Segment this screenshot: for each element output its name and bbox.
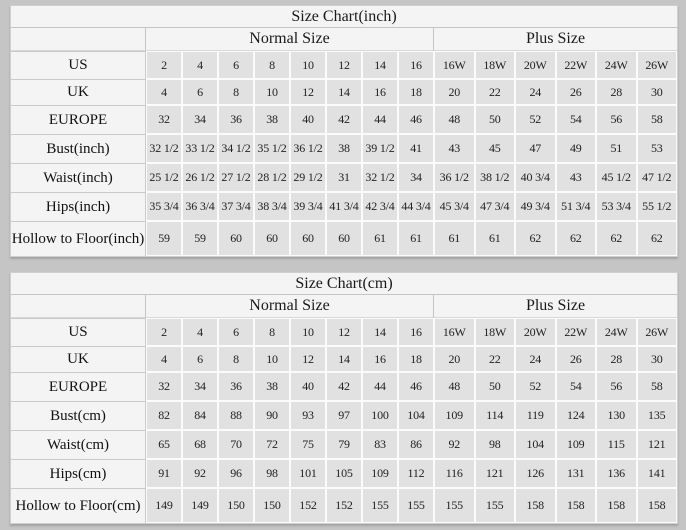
size-value-cell: 38 xyxy=(254,105,290,134)
size-value-cell: 30 xyxy=(637,346,678,372)
size-value-cell: 8 xyxy=(254,318,290,346)
size-chart-cm-table xyxy=(10,272,678,524)
size-value-cell: 36 3/4 xyxy=(182,192,218,221)
size-value-cell: 36 xyxy=(218,105,254,134)
row-label: Waist(inch) xyxy=(11,163,146,192)
size-value-cell: 24 xyxy=(515,346,556,372)
size-value-cell: 38 1/2 xyxy=(475,163,516,192)
size-value-cell: 16 xyxy=(362,79,398,105)
size-value-cell: 20W xyxy=(515,318,556,346)
group-header-plus-size: Plus Size xyxy=(434,28,677,51)
size-chart-inch-table xyxy=(10,5,678,257)
size-value-cell: 104 xyxy=(398,401,434,430)
size-value-cell: 52 xyxy=(515,105,556,134)
size-value-cell: 60 xyxy=(254,221,290,256)
size-value-cell: 131 xyxy=(556,459,597,488)
size-value-cell: 42 xyxy=(326,105,362,134)
size-value-cell: 150 xyxy=(254,488,290,523)
size-value-cell: 10 xyxy=(254,79,290,105)
size-value-cell: 37 3/4 xyxy=(218,192,254,221)
size-value-cell: 97 xyxy=(326,401,362,430)
size-value-cell: 40 xyxy=(290,372,326,401)
size-value-cell: 18 xyxy=(398,79,434,105)
size-value-cell: 36 1/2 xyxy=(434,163,475,192)
size-value-cell: 109 xyxy=(556,430,597,459)
size-value-cell: 82 xyxy=(146,401,182,430)
row-label: Bust(inch) xyxy=(11,134,146,163)
size-value-cell: 16 xyxy=(398,318,434,346)
size-value-cell: 2 xyxy=(146,51,182,79)
size-value-cell: 38 3/4 xyxy=(254,192,290,221)
size-value-cell: 155 xyxy=(434,488,475,523)
size-value-cell: 12 xyxy=(290,79,326,105)
size-value-cell: 62 xyxy=(596,221,637,256)
size-value-cell: 91 xyxy=(146,459,182,488)
size-value-cell: 54 xyxy=(556,105,597,134)
size-value-cell: 109 xyxy=(434,401,475,430)
group-header-plus-size: Plus Size xyxy=(434,295,677,318)
size-value-cell: 43 xyxy=(556,163,597,192)
size-value-cell: 20W xyxy=(515,51,556,79)
size-value-cell: 155 xyxy=(475,488,516,523)
size-value-cell: 79 xyxy=(326,430,362,459)
size-value-cell: 32 1/2 xyxy=(362,163,398,192)
size-value-cell: 34 xyxy=(398,163,434,192)
row-label: Bust(cm) xyxy=(11,401,146,430)
size-value-cell: 16W xyxy=(434,51,475,79)
size-value-cell: 44 xyxy=(362,372,398,401)
row-label: Waist(cm) xyxy=(11,430,146,459)
size-value-cell: 4 xyxy=(146,346,182,372)
size-value-cell: 149 xyxy=(146,488,182,523)
row-label: US xyxy=(11,51,146,79)
size-value-cell: 52 xyxy=(515,372,556,401)
size-value-cell: 45 xyxy=(475,134,516,163)
size-value-cell: 42 3/4 xyxy=(362,192,398,221)
size-value-cell: 114 xyxy=(475,401,516,430)
table-title-inch: Size Chart(inch) xyxy=(11,6,677,28)
size-value-cell: 34 xyxy=(182,372,218,401)
size-value-cell: 84 xyxy=(182,401,218,430)
size-value-cell: 16 xyxy=(398,51,434,79)
size-value-cell: 70 xyxy=(218,430,254,459)
size-value-cell: 8 xyxy=(254,51,290,79)
size-value-cell: 86 xyxy=(398,430,434,459)
size-value-cell: 59 xyxy=(182,221,218,256)
size-value-cell: 22W xyxy=(556,51,597,79)
size-value-cell: 22W xyxy=(556,318,597,346)
size-value-cell: 58 xyxy=(637,105,678,134)
size-value-cell: 121 xyxy=(475,459,516,488)
size-value-cell: 58 xyxy=(637,372,678,401)
size-value-cell: 18W xyxy=(475,51,516,79)
size-value-cell: 30 xyxy=(637,79,678,105)
size-value-cell: 53 xyxy=(637,134,678,163)
size-value-cell: 14 xyxy=(326,79,362,105)
size-value-cell: 35 3/4 xyxy=(146,192,182,221)
size-value-cell: 44 xyxy=(362,105,398,134)
size-value-cell: 104 xyxy=(515,430,556,459)
size-value-cell: 152 xyxy=(326,488,362,523)
size-value-cell: 152 xyxy=(290,488,326,523)
size-value-cell: 141 xyxy=(637,459,678,488)
size-value-cell: 47 xyxy=(515,134,556,163)
size-value-cell: 98 xyxy=(254,459,290,488)
size-value-cell: 119 xyxy=(515,401,556,430)
size-value-cell: 22 xyxy=(475,346,516,372)
size-value-cell: 61 xyxy=(362,221,398,256)
size-value-cell: 32 xyxy=(146,372,182,401)
row-label: Hips(inch) xyxy=(11,192,146,221)
size-value-cell: 68 xyxy=(182,430,218,459)
size-value-cell: 130 xyxy=(596,401,637,430)
size-value-cell: 40 3/4 xyxy=(515,163,556,192)
size-value-cell: 50 xyxy=(475,105,516,134)
size-value-cell: 112 xyxy=(398,459,434,488)
size-value-cell: 83 xyxy=(362,430,398,459)
size-value-cell: 150 xyxy=(218,488,254,523)
size-value-cell: 18 xyxy=(398,346,434,372)
size-value-cell: 12 xyxy=(326,318,362,346)
size-value-cell: 51 3/4 xyxy=(556,192,597,221)
size-value-cell: 62 xyxy=(515,221,556,256)
size-value-cell: 10 xyxy=(290,51,326,79)
size-value-cell: 26W xyxy=(637,318,678,346)
size-value-cell: 10 xyxy=(290,318,326,346)
size-value-cell: 135 xyxy=(637,401,678,430)
size-value-cell: 28 1/2 xyxy=(254,163,290,192)
size-value-cell: 48 xyxy=(434,372,475,401)
size-value-cell: 158 xyxy=(515,488,556,523)
size-value-cell: 60 xyxy=(326,221,362,256)
size-value-cell: 149 xyxy=(182,488,218,523)
size-value-cell: 158 xyxy=(637,488,678,523)
size-value-cell: 158 xyxy=(556,488,597,523)
size-value-cell: 61 xyxy=(475,221,516,256)
size-value-cell: 34 xyxy=(182,105,218,134)
size-value-cell: 42 xyxy=(326,372,362,401)
size-value-cell: 39 1/2 xyxy=(362,134,398,163)
size-value-cell: 101 xyxy=(290,459,326,488)
size-value-cell: 4 xyxy=(146,79,182,105)
size-value-cell: 126 xyxy=(515,459,556,488)
size-value-cell: 36 xyxy=(218,372,254,401)
size-value-cell: 43 xyxy=(434,134,475,163)
group-header-normal-size: Normal Size xyxy=(146,295,434,318)
size-value-cell: 29 1/2 xyxy=(290,163,326,192)
size-value-cell: 33 1/2 xyxy=(182,134,218,163)
size-value-cell: 35 1/2 xyxy=(254,134,290,163)
size-value-cell: 20 xyxy=(434,346,475,372)
group-header-normal-size: Normal Size xyxy=(146,28,434,51)
row-label: Hollow to Floor(cm) xyxy=(11,488,146,523)
size-value-cell: 12 xyxy=(326,51,362,79)
size-value-cell: 96 xyxy=(218,459,254,488)
size-value-cell: 24W xyxy=(596,51,637,79)
size-value-cell: 24W xyxy=(596,318,637,346)
size-value-cell: 45 3/4 xyxy=(434,192,475,221)
size-value-cell: 54 xyxy=(556,372,597,401)
size-value-cell: 28 xyxy=(596,346,637,372)
size-value-cell: 75 xyxy=(290,430,326,459)
table-title-cm: Size Chart(cm) xyxy=(11,273,677,295)
size-value-cell: 116 xyxy=(434,459,475,488)
size-value-cell: 20 xyxy=(434,79,475,105)
size-value-cell: 53 3/4 xyxy=(596,192,637,221)
size-value-cell: 41 xyxy=(398,134,434,163)
size-value-cell: 32 xyxy=(146,105,182,134)
size-value-cell: 44 3/4 xyxy=(398,192,434,221)
size-value-cell: 2 xyxy=(146,318,182,346)
size-value-cell: 4 xyxy=(182,318,218,346)
row-label: Hips(cm) xyxy=(11,459,146,488)
size-value-cell: 55 1/2 xyxy=(637,192,678,221)
size-value-cell: 14 xyxy=(362,51,398,79)
size-value-cell: 65 xyxy=(146,430,182,459)
size-value-cell: 109 xyxy=(362,459,398,488)
size-value-cell: 31 xyxy=(326,163,362,192)
size-value-cell: 38 xyxy=(326,134,362,163)
size-value-cell: 46 xyxy=(398,105,434,134)
size-value-cell: 6 xyxy=(218,318,254,346)
row-label: Hollow to Floor(inch) xyxy=(11,221,146,256)
size-value-cell: 136 xyxy=(596,459,637,488)
size-value-cell: 88 xyxy=(218,401,254,430)
size-value-cell: 6 xyxy=(182,346,218,372)
size-value-cell: 155 xyxy=(398,488,434,523)
size-value-cell: 34 1/2 xyxy=(218,134,254,163)
size-value-cell: 26 xyxy=(556,79,597,105)
size-value-cell: 105 xyxy=(326,459,362,488)
size-value-cell: 40 xyxy=(290,105,326,134)
size-value-cell: 60 xyxy=(290,221,326,256)
size-value-cell: 10 xyxy=(254,346,290,372)
size-value-cell: 51 xyxy=(596,134,637,163)
size-value-cell: 12 xyxy=(290,346,326,372)
size-value-cell: 27 1/2 xyxy=(218,163,254,192)
size-value-cell: 59 xyxy=(146,221,182,256)
size-value-cell: 90 xyxy=(254,401,290,430)
size-value-cell: 50 xyxy=(475,372,516,401)
size-value-cell: 45 1/2 xyxy=(596,163,637,192)
size-value-cell: 24 xyxy=(515,79,556,105)
size-value-cell: 158 xyxy=(596,488,637,523)
row-label: EUROPE xyxy=(11,372,146,401)
size-value-cell: 41 3/4 xyxy=(326,192,362,221)
size-value-cell: 22 xyxy=(475,79,516,105)
size-value-cell: 8 xyxy=(218,346,254,372)
size-value-cell: 47 1/2 xyxy=(637,163,678,192)
row-label: EUROPE xyxy=(11,105,146,134)
size-value-cell: 100 xyxy=(362,401,398,430)
size-value-cell: 56 xyxy=(596,105,637,134)
size-value-cell: 14 xyxy=(326,346,362,372)
size-value-cell: 32 1/2 xyxy=(146,134,182,163)
size-value-cell: 38 xyxy=(254,372,290,401)
size-value-cell: 47 3/4 xyxy=(475,192,516,221)
size-value-cell: 155 xyxy=(362,488,398,523)
size-value-cell: 61 xyxy=(398,221,434,256)
size-value-cell: 61 xyxy=(434,221,475,256)
size-value-cell: 48 xyxy=(434,105,475,134)
size-value-cell: 39 3/4 xyxy=(290,192,326,221)
size-value-cell: 93 xyxy=(290,401,326,430)
size-value-cell: 26W xyxy=(637,51,678,79)
size-value-cell: 14 xyxy=(362,318,398,346)
size-value-cell: 98 xyxy=(475,430,516,459)
corner-cell xyxy=(11,28,146,51)
size-value-cell: 56 xyxy=(596,372,637,401)
size-value-cell: 8 xyxy=(218,79,254,105)
size-value-cell: 62 xyxy=(556,221,597,256)
row-label: UK xyxy=(11,346,146,372)
size-value-cell: 25 1/2 xyxy=(146,163,182,192)
size-value-cell: 92 xyxy=(434,430,475,459)
corner-cell xyxy=(11,295,146,318)
size-value-cell: 28 xyxy=(596,79,637,105)
row-label: UK xyxy=(11,79,146,105)
size-value-cell: 16W xyxy=(434,318,475,346)
size-value-cell: 49 3/4 xyxy=(515,192,556,221)
size-value-cell: 92 xyxy=(182,459,218,488)
size-value-cell: 115 xyxy=(596,430,637,459)
size-value-cell: 49 xyxy=(556,134,597,163)
size-value-cell: 16 xyxy=(362,346,398,372)
size-value-cell: 4 xyxy=(182,51,218,79)
size-value-cell: 18W xyxy=(475,318,516,346)
size-value-cell: 62 xyxy=(637,221,678,256)
size-value-cell: 26 xyxy=(556,346,597,372)
size-value-cell: 124 xyxy=(556,401,597,430)
size-value-cell: 26 1/2 xyxy=(182,163,218,192)
size-value-cell: 6 xyxy=(182,79,218,105)
size-value-cell: 60 xyxy=(218,221,254,256)
size-value-cell: 36 1/2 xyxy=(290,134,326,163)
size-value-cell: 121 xyxy=(637,430,678,459)
size-value-cell: 6 xyxy=(218,51,254,79)
size-value-cell: 46 xyxy=(398,372,434,401)
row-label: US xyxy=(11,318,146,346)
size-value-cell: 72 xyxy=(254,430,290,459)
